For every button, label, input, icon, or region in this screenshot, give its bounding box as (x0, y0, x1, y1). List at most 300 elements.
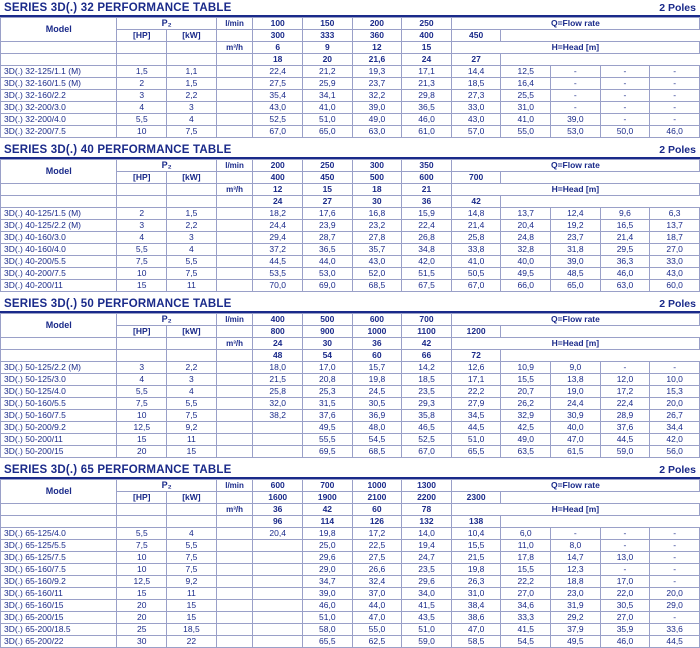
cell-head-2: 15,7 (352, 362, 402, 374)
cell-head-6: 31,9 (551, 600, 601, 612)
col-header-kw: [kW] (167, 492, 217, 504)
cell-head-5: 41,0 (501, 114, 551, 126)
cell-hp: 30 (117, 636, 167, 648)
cell-head-7: - (600, 564, 650, 576)
unit-lmin: l/min (216, 480, 253, 492)
flow-rate-label: Q=Flow rate (451, 160, 699, 172)
col-header-power: P₂ (117, 314, 216, 326)
poles-label: 2 Poles (659, 464, 696, 476)
cell-unit-spacer (216, 374, 253, 386)
cell-hp: 4 (117, 374, 167, 386)
cell-head-4: 47,0 (451, 624, 501, 636)
cell-head-0 (253, 636, 303, 648)
cell-kw: 3 (167, 374, 217, 386)
cell-model: 3D(.) 32-200/3.0 (1, 102, 117, 114)
cell-head-1: 49,5 (303, 422, 353, 434)
cell-head-0: 43,0 (253, 102, 303, 114)
cell-head-8: 27,0 (650, 244, 700, 256)
cell-head-5: 22,2 (501, 576, 551, 588)
cell-head-1: 17,0 (303, 362, 353, 374)
cell-hp: 15 (117, 588, 167, 600)
flow-m3h-8: 138 (451, 516, 501, 528)
cell-head-7: 36,3 (600, 256, 650, 268)
flow-m3h-5: 54 (303, 350, 353, 362)
cell-head-3: 29,8 (402, 90, 452, 102)
cell-head-0: 67,0 (253, 126, 303, 138)
cell-head-5: 63,5 (501, 446, 551, 458)
cell-head-5: 32,8 (501, 244, 551, 256)
flow-m3h-4: 96 (253, 516, 303, 528)
col-header-power: P₂ (117, 160, 216, 172)
cell-hp: 1,5 (117, 66, 167, 78)
cell-head-1: 19,8 (303, 528, 353, 540)
header-row-fourth (1, 196, 700, 208)
cell-head-3: 21,3 (402, 78, 452, 90)
header-row-fourth (1, 54, 700, 66)
cell-model: 3D(.) 32-125/1.1 (M) (1, 66, 117, 78)
cell-hp: 7,5 (117, 256, 167, 268)
cell-head-2: 68,5 (352, 280, 402, 292)
cell-head-7: 35,9 (600, 624, 650, 636)
flow-m3h-7: 66 (402, 350, 452, 362)
cell-head-3: 61,0 (402, 126, 452, 138)
model-spacer-2 (1, 350, 117, 362)
cell-hp: 5,5 (117, 528, 167, 540)
cell-hp: 7,5 (117, 540, 167, 552)
cell-model: 3D(.) 50-200/15 (1, 446, 117, 458)
cell-kw: 11 (167, 588, 217, 600)
table-row (1, 280, 700, 292)
table-row (1, 600, 700, 612)
col-header-model: Model (1, 480, 117, 504)
performance-table-block (0, 296, 700, 458)
cell-head-6: 12,3 (551, 564, 601, 576)
cell-head-6: 12,4 (551, 208, 601, 220)
cell-kw: 7,5 (167, 552, 217, 564)
hp-spacer (117, 504, 167, 516)
unit-m3h: m³/h (216, 504, 253, 516)
cell-head-8: - (650, 362, 700, 374)
cell-head-2: 32,4 (352, 576, 402, 588)
cell-kw: 4 (167, 114, 217, 126)
cell-model: 3D(.) 50-125/3.0 (1, 374, 117, 386)
cell-unit-spacer (216, 564, 253, 576)
cell-head-6: 53,0 (551, 126, 601, 138)
flow-lmin-0: 400 (253, 314, 303, 326)
cell-hp: 5,5 (117, 386, 167, 398)
cell-head-6: 39,0 (551, 256, 601, 268)
cell-model: 3D(.) 65-200/22 (1, 636, 117, 648)
cell-unit-spacer (216, 528, 253, 540)
header-row-fourth (1, 350, 700, 362)
table-row (1, 362, 700, 374)
cell-head-4: 12,6 (451, 362, 501, 374)
col-header-model: Model (1, 314, 117, 338)
cell-model: 3D(.) 40-200/5.5 (1, 256, 117, 268)
table-row (1, 422, 700, 434)
col-header-hp: [HP] (117, 172, 167, 184)
cell-head-4: 50,5 (451, 268, 501, 280)
cell-unit-spacer (216, 280, 253, 292)
cell-kw: 1,1 (167, 66, 217, 78)
cell-head-6: 18,8 (551, 576, 601, 588)
cell-head-2: 30,5 (352, 398, 402, 410)
model-spacer (1, 338, 117, 350)
cell-head-3: 43,5 (402, 612, 452, 624)
cell-head-3: 52,5 (402, 434, 452, 446)
cell-unit-spacer (216, 362, 253, 374)
cell-hp: 2 (117, 208, 167, 220)
cell-head-7: 22,4 (600, 398, 650, 410)
cell-head-6: 49,5 (551, 636, 601, 648)
col-header-kw: [kW] (167, 30, 217, 42)
table-title-row (0, 0, 700, 17)
cell-unit-spacer (216, 588, 253, 600)
cell-head-7: 13,0 (600, 552, 650, 564)
col-header-hp: [HP] (117, 30, 167, 42)
cell-head-3: 46,0 (402, 114, 452, 126)
cell-head-6: - (551, 90, 601, 102)
cell-head-5: 41,5 (501, 624, 551, 636)
hp-spacer-2 (117, 516, 167, 528)
cell-head-5: 34,6 (501, 600, 551, 612)
flow-lmin-4: 1600 (253, 492, 303, 504)
cell-head-4: 18,5 (451, 78, 501, 90)
flow-lmin-8: 450 (451, 30, 501, 42)
cell-head-0 (253, 552, 303, 564)
flow-lmin-0: 100 (253, 18, 303, 30)
cell-head-7: - (600, 90, 650, 102)
unit-spacer-2 (216, 196, 253, 208)
flow-lmin-7: 600 (402, 172, 452, 184)
cell-hp: 4 (117, 102, 167, 114)
cell-unit-spacer (216, 78, 253, 90)
cell-unit-spacer (216, 232, 253, 244)
table-row (1, 78, 700, 90)
cell-head-8: 33,0 (650, 256, 700, 268)
cell-head-0: 24,4 (253, 220, 303, 232)
flow-m3h-2: 18 (352, 184, 402, 196)
cell-kw: 7,5 (167, 126, 217, 138)
cell-head-3: 24,7 (402, 552, 452, 564)
hp-spacer (117, 42, 167, 54)
cell-hp: 10 (117, 552, 167, 564)
flow-lmin-7: 2200 (402, 492, 452, 504)
cell-unit-spacer (216, 220, 253, 232)
cell-unit-spacer (216, 612, 253, 624)
cell-head-2: 49,0 (352, 114, 402, 126)
cell-head-5: 26,2 (501, 398, 551, 410)
cell-head-3: 26,8 (402, 232, 452, 244)
cell-head-1: 41,0 (303, 102, 353, 114)
cell-head-7: 22,0 (600, 588, 650, 600)
cell-kw: 22 (167, 636, 217, 648)
cell-head-3: 34,8 (402, 244, 452, 256)
unit-m3h-spacer (216, 30, 253, 42)
cell-head-5: 12,5 (501, 66, 551, 78)
cell-head-1: 53,0 (303, 268, 353, 280)
flow-m3h-7: 36 (402, 196, 452, 208)
cell-head-3: 67,5 (402, 280, 452, 292)
cell-head-8: 29,0 (650, 600, 700, 612)
cell-head-0 (253, 434, 303, 446)
cell-head-6: 23,7 (551, 232, 601, 244)
cell-unit-spacer (216, 208, 253, 220)
cell-head-2: 22,5 (352, 540, 402, 552)
cell-head-5: 10,9 (501, 362, 551, 374)
cell-head-6: 30,9 (551, 410, 601, 422)
cell-head-7: 44,5 (600, 434, 650, 446)
cell-head-0: 18,2 (253, 208, 303, 220)
cell-head-2: 23,7 (352, 78, 402, 90)
cell-head-2: 62,5 (352, 636, 402, 648)
head-label: H=Head [m] (451, 184, 699, 196)
cell-head-4: 21,4 (451, 220, 501, 232)
cell-head-7: 21,4 (600, 232, 650, 244)
col-header-hp: [HP] (117, 326, 167, 338)
hp-spacer (117, 338, 167, 350)
performance-table (0, 159, 700, 292)
flow-m3h-2: 12 (352, 42, 402, 54)
cell-model: 3D(.) 65-160/9.2 (1, 576, 117, 588)
header-row-third (1, 504, 700, 516)
flow-lmin-2: 1000 (352, 480, 402, 492)
flow-lmin-5: 333 (303, 30, 353, 42)
cell-model: 3D(.) 32-200/7.5 (1, 126, 117, 138)
col-header-model: Model (1, 160, 117, 184)
flow-lmin-2: 300 (352, 160, 402, 172)
cell-model: 3D(.) 40-200/7.5 (1, 268, 117, 280)
cell-hp: 5,5 (117, 114, 167, 126)
unit-lmin: l/min (216, 314, 253, 326)
table-row (1, 434, 700, 446)
table-row (1, 114, 700, 126)
cell-hp: 10 (117, 410, 167, 422)
cell-model: 3D(.) 65-125/5.5 (1, 540, 117, 552)
cell-head-6: 31,8 (551, 244, 601, 256)
cell-head-7: 27,0 (600, 612, 650, 624)
model-spacer (1, 504, 117, 516)
kw-spacer-2 (167, 516, 217, 528)
cell-head-2: 35,7 (352, 244, 402, 256)
table-row (1, 540, 700, 552)
table-row (1, 126, 700, 138)
cell-head-0: 44,5 (253, 256, 303, 268)
cell-head-4: 57,0 (451, 126, 501, 138)
flow-lmin-4: 400 (253, 172, 303, 184)
cell-model: 3D(.) 50-200/11 (1, 434, 117, 446)
cell-kw: 11 (167, 434, 217, 446)
cell-head-1: 29,6 (303, 552, 353, 564)
cell-head-3: 67,0 (402, 446, 452, 458)
cell-head-1: 65,5 (303, 636, 353, 648)
cell-head-8: 33,6 (650, 624, 700, 636)
flow-lmin-3: 250 (402, 18, 452, 30)
cell-hp: 20 (117, 446, 167, 458)
cell-kw: 7,5 (167, 564, 217, 576)
cell-head-6: 24,4 (551, 398, 601, 410)
cell-head-1: 51,0 (303, 612, 353, 624)
cell-head-4: 41,0 (451, 256, 501, 268)
cell-head-1: 69,0 (303, 280, 353, 292)
cell-head-8: 46,0 (650, 126, 700, 138)
model-spacer (1, 42, 117, 54)
cell-head-1: 55,5 (303, 434, 353, 446)
cell-head-7: - (600, 114, 650, 126)
table-row (1, 256, 700, 268)
cell-head-5: 55,0 (501, 126, 551, 138)
cell-head-7: 59,0 (600, 446, 650, 458)
cell-hp: 20 (117, 612, 167, 624)
col-header-hp: [HP] (117, 492, 167, 504)
cell-head-4: 27,9 (451, 398, 501, 410)
cell-model: 3D(.) 65-200/15 (1, 612, 117, 624)
cell-unit-spacer (216, 600, 253, 612)
cell-unit-spacer (216, 114, 253, 126)
cell-head-0: 22,4 (253, 66, 303, 78)
cell-head-6: 19,2 (551, 220, 601, 232)
cell-head-7: 16,5 (600, 220, 650, 232)
cell-model: 3D(.) 40-125/2.2 (M) (1, 220, 117, 232)
unit-m3h-spacer (216, 492, 253, 504)
kw-spacer-2 (167, 54, 217, 66)
flow-lmin-5: 1900 (303, 492, 353, 504)
flow-m3h-4: 24 (253, 196, 303, 208)
cell-unit-spacer (216, 386, 253, 398)
cell-head-3: 15,9 (402, 208, 452, 220)
cell-head-3: 29,6 (402, 576, 452, 588)
cell-kw: 1,5 (167, 208, 217, 220)
flow-lmin-8: 700 (451, 172, 501, 184)
cell-head-0 (253, 624, 303, 636)
unit-spacer-2 (216, 350, 253, 362)
header-row-third (1, 338, 700, 350)
flow-lmin-1: 500 (303, 314, 353, 326)
flow-m3h-2: 36 (352, 338, 402, 350)
cell-head-2: 48,0 (352, 422, 402, 434)
cell-head-0: 52,5 (253, 114, 303, 126)
cell-head-0 (253, 588, 303, 600)
cell-model: 3D(.) 50-160/5.5 (1, 398, 117, 410)
cell-kw: 5,5 (167, 540, 217, 552)
col-header-kw: [kW] (167, 172, 217, 184)
cell-hp: 4 (117, 232, 167, 244)
cell-head-5: 24,8 (501, 232, 551, 244)
flow-lmin-2: 200 (352, 18, 402, 30)
cell-head-6: - (551, 102, 601, 114)
cell-head-0 (253, 564, 303, 576)
cell-head-7: - (600, 66, 650, 78)
cell-head-0: 53,5 (253, 268, 303, 280)
cell-model: 3D(.) 32-160/2.2 (1, 90, 117, 102)
table-row (1, 612, 700, 624)
cell-head-1: 44,0 (303, 256, 353, 268)
cell-head-3: 36,5 (402, 102, 452, 114)
cell-head-4: 10,4 (451, 528, 501, 540)
cell-unit-spacer (216, 126, 253, 138)
cell-head-3: 14,0 (402, 528, 452, 540)
unit-lmin: l/min (216, 18, 253, 30)
unit-m3h-spacer (216, 326, 253, 338)
cell-kw: 3 (167, 232, 217, 244)
cell-head-4: 22,2 (451, 386, 501, 398)
cell-head-1: 20,8 (303, 374, 353, 386)
cell-head-1: 21,2 (303, 66, 353, 78)
cell-head-0: 25,8 (253, 386, 303, 398)
cell-hp: 2 (117, 78, 167, 90)
cell-head-7: 30,5 (600, 600, 650, 612)
cell-head-2: 27,5 (352, 552, 402, 564)
flow-m3h-0: 12 (253, 184, 303, 196)
col-header-kw: [kW] (167, 326, 217, 338)
cell-head-0 (253, 540, 303, 552)
header-row-top (1, 480, 700, 492)
cell-head-6: - (551, 66, 601, 78)
flow-lmin-1: 150 (303, 18, 353, 30)
table-title-row (0, 142, 700, 159)
cell-head-4: 33,8 (451, 244, 501, 256)
performance-table-block (0, 142, 700, 292)
cell-head-0 (253, 576, 303, 588)
cell-hp: 10 (117, 126, 167, 138)
performance-table-block (0, 0, 700, 138)
cell-head-8: 15,3 (650, 386, 700, 398)
cell-kw: 3 (167, 102, 217, 114)
cell-head-8: 42,0 (650, 434, 700, 446)
cell-kw: 1,5 (167, 78, 217, 90)
cell-head-2: 55,0 (352, 624, 402, 636)
cell-kw: 7,5 (167, 410, 217, 422)
cell-head-4: 44,5 (451, 422, 501, 434)
cell-head-7: 28,9 (600, 410, 650, 422)
cell-kw: 15 (167, 612, 217, 624)
table-row (1, 232, 700, 244)
unit-m3h-spacer (216, 172, 253, 184)
cell-head-2: 32,2 (352, 90, 402, 102)
cell-hp: 3 (117, 362, 167, 374)
kw-spacer (167, 338, 217, 350)
col-header-power: P₂ (117, 18, 216, 30)
cell-head-3: 51,0 (402, 624, 452, 636)
kw-spacer (167, 504, 217, 516)
cell-head-6: 8,0 (551, 540, 601, 552)
cell-head-5: 20,4 (501, 220, 551, 232)
cell-head-3: 34,0 (402, 588, 452, 600)
cell-model: 3D(.) 65-125/7.5 (1, 552, 117, 564)
flow-lmin-6: 360 (352, 30, 402, 42)
cell-head-2: 16,8 (352, 208, 402, 220)
cell-head-5: 54,5 (501, 636, 551, 648)
cell-model: 3D(.) 65-160/11 (1, 588, 117, 600)
cell-kw: 15 (167, 446, 217, 458)
flow-lmin-5: 450 (303, 172, 353, 184)
cell-head-0: 35,4 (253, 90, 303, 102)
cell-head-4: 25,8 (451, 232, 501, 244)
cell-head-4: 27,3 (451, 90, 501, 102)
cell-head-5: 13,7 (501, 208, 551, 220)
performance-table (0, 17, 700, 138)
cell-unit-spacer (216, 244, 253, 256)
flow-m3h-6: 21,6 (352, 54, 402, 66)
performance-table (0, 313, 700, 458)
cell-head-5: 49,0 (501, 434, 551, 446)
cell-head-6: 37,9 (551, 624, 601, 636)
cell-unit-spacer (216, 410, 253, 422)
cell-head-1: 34,7 (303, 576, 353, 588)
header-row-third (1, 42, 700, 54)
cell-head-6: 40,0 (551, 422, 601, 434)
cell-head-4: 67,0 (451, 280, 501, 292)
